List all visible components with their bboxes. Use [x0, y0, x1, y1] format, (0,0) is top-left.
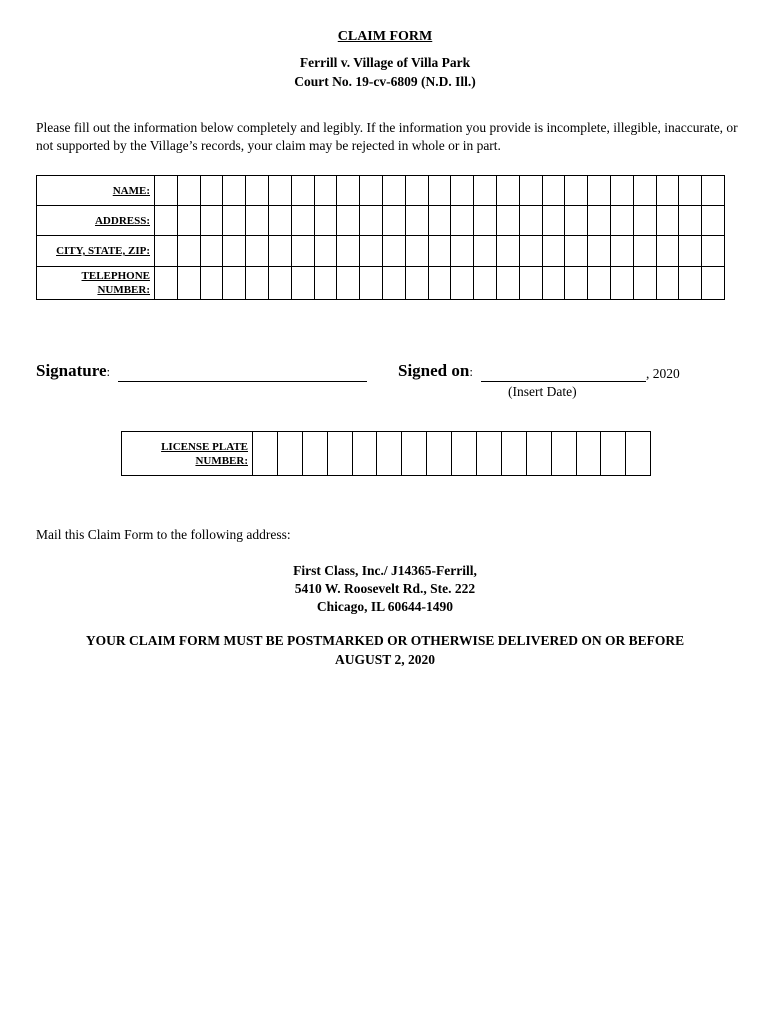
info-char-box[interactable]	[360, 236, 383, 267]
license-plate-char-box[interactable]	[551, 432, 576, 476]
info-char-box[interactable]	[588, 206, 611, 236]
info-char-box[interactable]	[610, 206, 633, 236]
info-char-box[interactable]	[679, 267, 702, 300]
info-char-box[interactable]	[337, 236, 360, 267]
info-char-box[interactable]	[291, 267, 314, 300]
license-plate-char-box[interactable]	[253, 432, 278, 476]
info-char-box[interactable]	[565, 236, 588, 267]
info-char-box[interactable]	[223, 206, 246, 236]
info-char-box[interactable]	[656, 176, 679, 206]
info-char-box[interactable]	[542, 176, 565, 206]
info-char-box[interactable]	[496, 206, 519, 236]
license-plate-char-box[interactable]	[427, 432, 452, 476]
license-plate-char-box[interactable]	[601, 432, 626, 476]
info-char-box[interactable]	[451, 236, 474, 267]
license-plate-table	[121, 431, 651, 476]
info-char-box[interactable]	[405, 236, 428, 267]
info-char-box[interactable]	[428, 267, 451, 300]
license-plate-char-box[interactable]	[501, 432, 526, 476]
city-state-zip-row	[37, 236, 725, 267]
info-char-box[interactable]	[474, 236, 497, 267]
city-state-zip-label: CITY, STATE, ZIP:	[37, 236, 155, 267]
info-char-box[interactable]	[177, 176, 200, 206]
court-number: Court No. 19-cv-6809 (N.D. Ill.)	[294, 74, 476, 89]
telephone-label-line2: NUMBER:	[97, 284, 150, 296]
license-plate-char-box[interactable]	[626, 432, 651, 476]
info-char-box[interactable]	[679, 206, 702, 236]
info-char-box[interactable]	[633, 206, 656, 236]
license-plate-label	[122, 432, 253, 476]
deadline-date: AUGUST 2, 2020	[335, 652, 435, 667]
signature-label-wrap	[36, 361, 110, 381]
info-char-box[interactable]	[496, 267, 519, 300]
year-suffix: , 2020	[646, 366, 680, 381]
signed-on-date-line[interactable]	[481, 381, 646, 382]
info-char-box[interactable]	[633, 176, 656, 206]
signed-on-label: Signed on	[398, 361, 470, 380]
info-char-box[interactable]	[314, 267, 337, 300]
info-char-box[interactable]	[656, 267, 679, 300]
info-char-box[interactable]	[588, 236, 611, 267]
info-char-box[interactable]	[314, 206, 337, 236]
info-char-box[interactable]	[246, 236, 269, 267]
info-char-box[interactable]	[542, 206, 565, 236]
license-plate-char-box[interactable]	[377, 432, 402, 476]
info-char-box[interactable]	[360, 267, 383, 300]
info-char-box[interactable]	[268, 206, 291, 236]
insert-date-hint: (Insert Date)	[508, 384, 577, 399]
info-char-box[interactable]	[428, 176, 451, 206]
info-char-box[interactable]	[451, 267, 474, 300]
info-char-box[interactable]	[428, 236, 451, 267]
info-char-box[interactable]	[337, 176, 360, 206]
info-char-box[interactable]	[405, 267, 428, 300]
info-char-box[interactable]	[519, 206, 542, 236]
license-plate-char-box[interactable]	[352, 432, 377, 476]
info-char-box[interactable]	[405, 206, 428, 236]
license-plate-char-box[interactable]	[302, 432, 327, 476]
info-char-box[interactable]	[246, 267, 269, 300]
info-char-box[interactable]	[291, 236, 314, 267]
info-char-box[interactable]	[656, 236, 679, 267]
info-char-box[interactable]	[223, 236, 246, 267]
info-char-box[interactable]	[268, 176, 291, 206]
info-char-box[interactable]	[588, 267, 611, 300]
info-char-box[interactable]	[155, 236, 178, 267]
info-char-box[interactable]	[519, 176, 542, 206]
info-char-box[interactable]	[291, 206, 314, 236]
info-char-box[interactable]	[382, 236, 405, 267]
info-char-box[interactable]	[565, 176, 588, 206]
info-char-box[interactable]	[382, 267, 405, 300]
info-char-box[interactable]	[519, 267, 542, 300]
info-char-box[interactable]	[314, 236, 337, 267]
info-char-box[interactable]	[610, 236, 633, 267]
info-char-box[interactable]	[291, 176, 314, 206]
license-plate-label-line1: LICENSE PLATE	[161, 440, 248, 453]
instructions-text: Please fill out the information below completely and legibly. If the information you provide is incomplete, illegible, inaccurate, or not supported by the Village’s records, your claim may be rejected in whole or in part.	[36, 120, 738, 153]
name-label: NAME:	[37, 176, 155, 206]
address-label: ADDRESS:	[37, 206, 155, 236]
info-char-box[interactable]	[337, 206, 360, 236]
info-char-box[interactable]	[155, 176, 178, 206]
address-row	[37, 206, 725, 236]
license-plate-char-box[interactable]	[277, 432, 302, 476]
info-char-box[interactable]	[633, 267, 656, 300]
info-char-box[interactable]	[382, 176, 405, 206]
license-plate-char-box[interactable]	[576, 432, 601, 476]
deadline-notice-line1: YOUR CLAIM FORM MUST BE POSTMARKED OR OTHERWISE DELIVERED ON OR BEFORE	[85, 633, 685, 648]
signature-label: Signature	[36, 361, 107, 380]
info-char-box[interactable]	[177, 267, 200, 300]
info-char-box[interactable]	[496, 236, 519, 267]
info-char-box[interactable]	[519, 236, 542, 267]
signed-on-colon: :	[469, 364, 473, 379]
case-name: Ferrill v. Village of Villa Park	[299, 55, 471, 70]
info-char-box[interactable]	[451, 176, 474, 206]
info-char-box[interactable]	[428, 206, 451, 236]
info-char-box[interactable]	[360, 206, 383, 236]
info-char-box[interactable]	[223, 176, 246, 206]
info-char-box[interactable]	[246, 206, 269, 236]
info-char-box[interactable]	[268, 267, 291, 300]
info-char-box[interactable]	[496, 176, 519, 206]
info-char-box[interactable]	[702, 267, 725, 300]
info-char-box[interactable]	[588, 176, 611, 206]
info-char-box[interactable]	[200, 236, 223, 267]
info-char-box[interactable]	[702, 176, 725, 206]
info-char-box[interactable]	[177, 206, 200, 236]
name-row	[37, 176, 725, 206]
info-char-box[interactable]	[177, 236, 200, 267]
info-char-box[interactable]	[200, 206, 223, 236]
license-plate-char-box[interactable]	[452, 432, 477, 476]
license-plate-char-box[interactable]	[402, 432, 427, 476]
info-char-box[interactable]	[360, 176, 383, 206]
mail-instruction: Mail this Claim Form to the following address:	[36, 527, 291, 542]
info-char-box[interactable]	[200, 176, 223, 206]
license-plate-char-box[interactable]	[327, 432, 352, 476]
info-char-box[interactable]	[610, 267, 633, 300]
info-char-box[interactable]	[610, 176, 633, 206]
info-char-box[interactable]	[656, 206, 679, 236]
claimant-info-table	[36, 175, 725, 300]
license-plate-label-line2: NUMBER:	[195, 454, 248, 467]
info-char-box[interactable]	[702, 236, 725, 267]
license-plate-row	[122, 432, 651, 476]
info-char-box[interactable]	[155, 206, 178, 236]
mailing-address-line2: 5410 W. Roosevelt Rd., Ste. 222	[294, 581, 476, 596]
info-char-box[interactable]	[702, 206, 725, 236]
signature-line[interactable]	[118, 381, 367, 382]
signed-on-label-wrap	[398, 361, 473, 381]
info-char-box[interactable]	[474, 206, 497, 236]
mailing-address-line3: Chicago, IL 60644-1490	[316, 599, 454, 614]
info-char-box[interactable]	[223, 267, 246, 300]
info-char-box[interactable]	[633, 236, 656, 267]
mailing-address-line1: First Class, Inc./ J14365-Ferrill,	[293, 563, 477, 578]
info-char-box[interactable]	[542, 236, 565, 267]
info-char-box[interactable]	[268, 236, 291, 267]
telephone-label-line1: TELEPHONE	[81, 270, 150, 282]
info-char-box[interactable]	[565, 267, 588, 300]
info-char-box[interactable]	[679, 236, 702, 267]
info-char-box[interactable]	[405, 176, 428, 206]
info-char-box[interactable]	[474, 176, 497, 206]
info-char-box[interactable]	[451, 206, 474, 236]
info-char-box[interactable]	[382, 206, 405, 236]
info-char-box[interactable]	[679, 176, 702, 206]
telephone-label	[37, 267, 155, 300]
info-char-box[interactable]	[200, 267, 223, 300]
form-title: CLAIM FORM	[337, 29, 433, 44]
info-char-box[interactable]	[474, 267, 497, 300]
license-plate-char-box[interactable]	[526, 432, 551, 476]
info-char-box[interactable]	[314, 176, 337, 206]
signature-colon: :	[106, 364, 111, 379]
info-char-box[interactable]	[565, 206, 588, 236]
info-char-box[interactable]	[542, 267, 565, 300]
telephone-row	[37, 267, 725, 300]
info-char-box[interactable]	[337, 267, 360, 300]
info-char-box[interactable]	[155, 267, 178, 300]
info-char-box[interactable]	[246, 176, 269, 206]
license-plate-char-box[interactable]	[477, 432, 502, 476]
